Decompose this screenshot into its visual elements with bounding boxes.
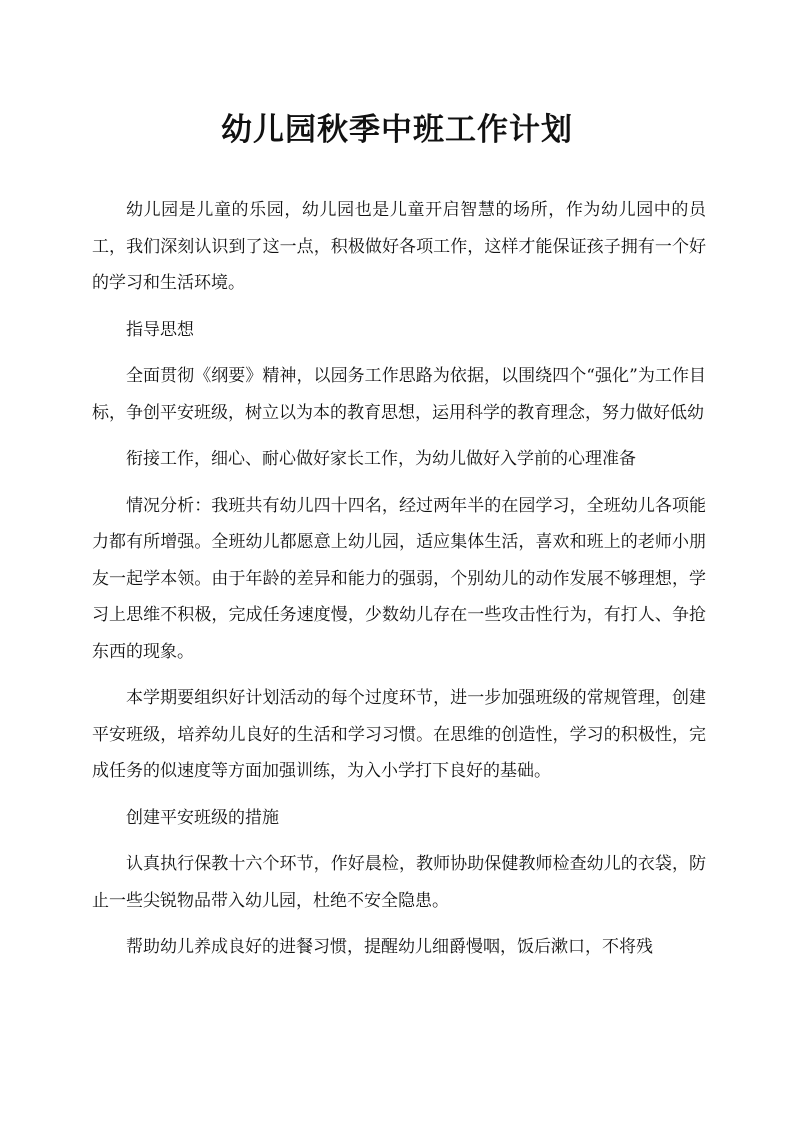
section-heading-safety-measures: 创建平安班级的措施 [126,807,279,828]
paragraph-guiding-ideology: 全面贯彻《纲要》精神，以园务工作思路为依据，以围绕四个“强化”为工作目标，争创平安班级，树立以为本的教育思想，运用科学的教育理念，努力做好低幼 [92,366,706,423]
paragraph-eating-habits: 帮助幼儿养成良好的进餐习惯，提醒幼儿细爵慢咽，饭后漱口，不将残 [126,937,653,957]
section-heading-guiding-ideology: 指导思想 [126,319,194,340]
paragraph-situation-analysis: 情况分析：我班共有幼儿四十四名，经过两年半的在园学习，全班幼儿各项能力都有所增强。全班幼儿都愿意上幼儿园，适应集体生活，喜欢和班上的老师小朋友一起学本领。由于年龄的差异和能力的强弱，个别幼儿的动作发展不够理想，学习上思维不积极，完成任务速度慢，少数幼儿存在一些攻击性行为，有打人、争抢东西的现象。 [92,495,706,662]
document-body [92,192,706,976]
paragraph-semester-plan: 本学期要组织好计划活动的每个过度环节，进一步加强班级的常规管理，创建平安班级，培养幼儿良好的生活和学习习惯。在思维的创造性，学习的积极性，完成任务的似速度等方面加强训练，为入小学打下良好的基础。 [92,688,706,781]
paragraph-safety-checks: 认真执行保教十六个环节，作好晨检，教师协助保健教师检查幼儿的衣袋，防止一些尖锐物品带入幼儿园，杜绝不安全隐患。 [92,854,706,911]
document-title: 幼儿园秋季中班工作计划 [221,112,573,148]
paragraph-intro: 幼儿园是儿童的乐园，幼儿园也是儿童开启智慧的场所，作为幼儿园中的员工，我们深刻认识到了这一点，积极做好各项工作，这样才能保证孩子拥有一个好的学习和生活环境。 [92,200,706,293]
paragraph-transition-work: 衔接工作，细心、耐心做好家长工作，为幼儿做好入学前的心理准备 [126,449,636,469]
